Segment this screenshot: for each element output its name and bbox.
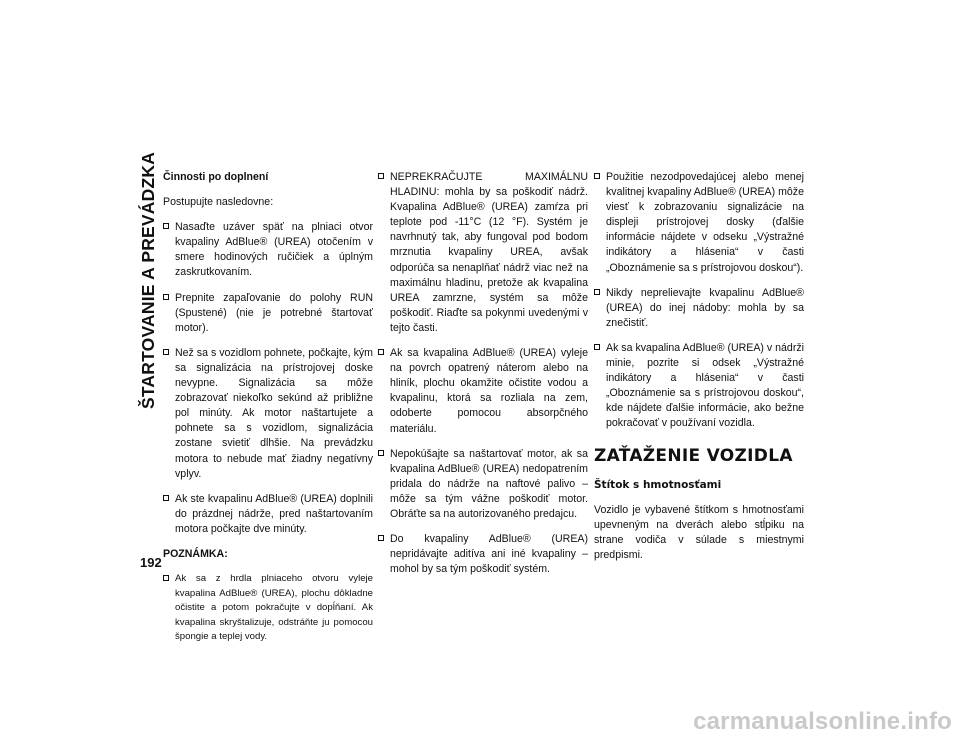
square-bullet-icon (378, 450, 384, 456)
list-item: NEPREKRAČUJTE MAXIMÁLNU HLADINU: mohla by sa poškodiť nádrž. Kvapalina AdBlue® (UREA) zamŕza pri teplote pod -11°C (12 °F). Systém je navrhnutý tak, aby fungoval pod bodom mrznutia kvapaliny UREA, avšak odporúča sa nenaplňať nádrž viac než na maximálnu hladinu, pretože ak kvapalina UREA zamrzne, systém sa môže poškodiť. Riaďte sa pokynmi uvedenými v tejto časti. (378, 170, 588, 336)
list-item: Nepokúšajte sa naštartovať motor, ak sa kvapalina AdBlue® (UREA) nedopatrením pridala do nádrže na naftové palivo – môže sa tým vážne poškodiť motor. Obráťte sa na autorizovaného predajcu. (378, 447, 588, 522)
column-2 (378, 170, 588, 587)
column-3 (594, 170, 804, 573)
section-side-title-text: ŠTARTOVANIE A PREVÁDZKA (138, 151, 159, 410)
list-item: Ak sa kvapalina AdBlue® (UREA) v nádrži minie, pozrite si odsek „Výstražné indikátory a hlásenia“ v časti „Oboznámenie sa s prístrojovou doskou“, kde nájdete ďalšie informácie, ako bežne pokračovať v používaní vozidla. (594, 341, 804, 432)
list-item: Nikdy neprelievajte kvapalinu AdBlue® (UREA) do inej nádoby: mohla by sa znečistiť. (594, 286, 804, 331)
square-bullet-icon (594, 344, 600, 350)
list-item: Použitie nezodpovedajúcej alebo menej kvalitnej kvapaliny AdBlue® (UREA) môže viesť k zobrazovaniu signalizácie na displeji prístrojovej dosky (ďalšie informácie nájdete v odseku „Výstražné indikátory a hlásenia“ v časti „Oboznámenie sa s prístrojovou doskou“). (594, 170, 804, 276)
square-bullet-icon (163, 349, 169, 355)
section-side-title (136, 151, 162, 410)
column-1 (163, 170, 373, 655)
square-bullet-icon (163, 575, 169, 581)
note-block (163, 572, 373, 645)
list-item: Ak ste kvapalinu AdBlue® (UREA) doplnili do prázdnej nádrže, pred naštartovaním motora počkajte dve minúty. (163, 492, 373, 537)
note-heading: POZNÁMKA: (163, 547, 228, 560)
weight-label-paragraph: Vozidlo je vybavené štítkom s hmotnosťami upevneným na dverách alebo stĺpiku na strane vodiča v súlade s miestnymi predpismi. (594, 503, 804, 561)
intro-text: Postupujte nasledovne: (163, 196, 274, 209)
square-bullet-icon (378, 173, 384, 179)
subsection-title-weight-label: Štítok s hmotnosťami (594, 478, 722, 491)
square-bullet-icon (378, 349, 384, 355)
list-item: Ak sa kvapalina AdBlue® (UREA) vyleje na povrch opatrený náterom alebo na hliník, plochu okamžite očistite vodou a kvapalinu, ktorá sa rozliala na zem, odoberte pomocou absorpčného materiálu. (378, 346, 588, 437)
section-title-vehicle-loading: ZAŤAŽENIE VOZIDLA (594, 445, 793, 466)
list-item: Nasaďte uzáver späť na plniaci otvor kvapaliny AdBlue® (UREA) otočením v smere hodinových ručičiek a úplným zaskrutkovaním. (163, 220, 373, 280)
list-item: Než sa s vozidlom pohnete, počkajte, kým sa signalizácia na prístrojovej doske nevypne. Signalizácia sa môže zobrazovať niekoľko sekúnd až približne pol minúty. Ak motor naštartujete a pohnete sa s vozidlom, signalizácia zostane svietiť dlhšie. Na prevádzku motora to nebude mať žiadny negatívny vplyv. (163, 346, 373, 482)
square-bullet-icon (378, 535, 384, 541)
note-item: Ak sa z hrdla plniaceho otvoru vyleje kvapalina AdBlue® (UREA), plochu dôkladne očistite a potom pokračujte v dopĺňaní. Ak kvapalina skryštalizuje, odstráňte ju pomocou špongie a teplej vody. (163, 572, 373, 645)
list-item: Prepnite zapaľovanie do polohy RUN (Spustené) (nie je potrebné štartovať motor). (163, 291, 373, 336)
list-item: Do kvapaliny AdBlue® (UREA) nepridávajte aditíva ani iné kvapaliny – mohol by sa tým poškodiť systém. (378, 532, 588, 577)
square-bullet-icon (594, 289, 600, 295)
square-bullet-icon (163, 495, 169, 501)
heading-after-refill: Činnosti po doplnení (163, 171, 269, 183)
square-bullet-icon (163, 294, 169, 300)
watermark: carmanualsonline.info (693, 708, 952, 735)
square-bullet-icon (594, 173, 600, 179)
page-number: 192 (140, 555, 162, 570)
square-bullet-icon (163, 223, 169, 229)
